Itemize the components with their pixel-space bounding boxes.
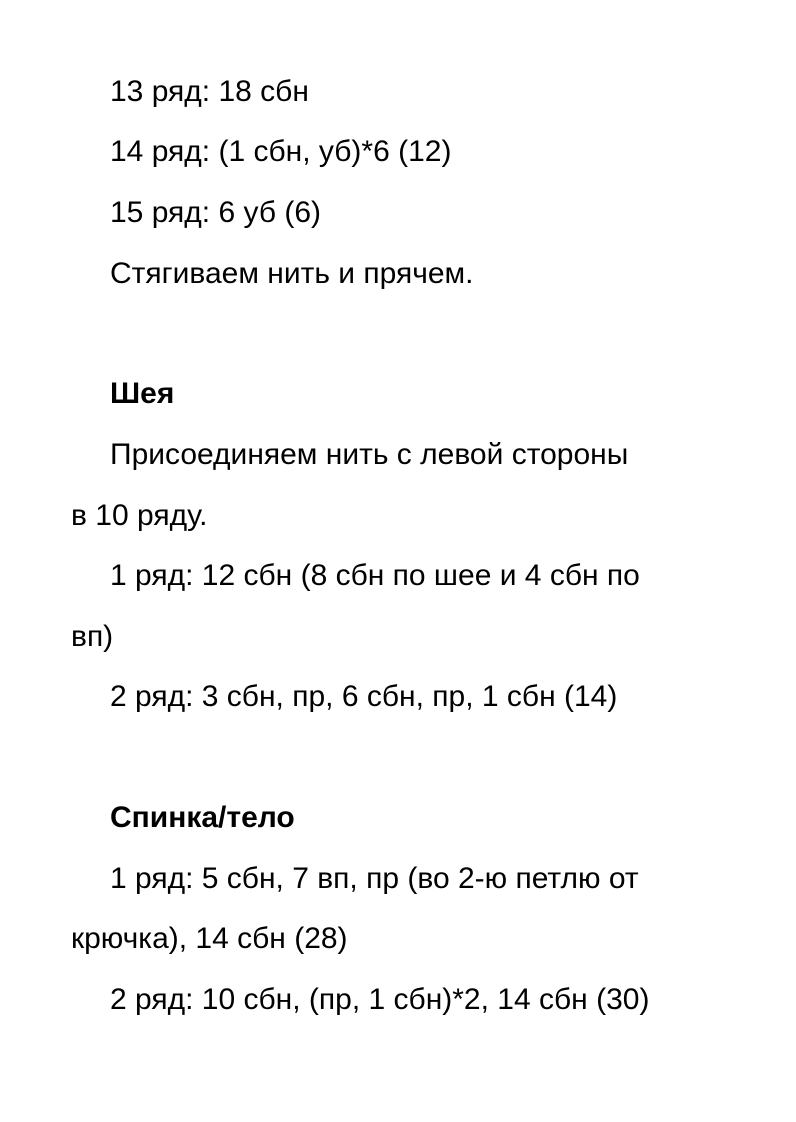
neck-row-1-text-line2: вп) [71, 620, 114, 653]
row-14-text: 14 ряд: (1 сбн, уб)*6 (12) [110, 135, 452, 168]
row-13-text: 13 ряд: 18 сбн [110, 75, 309, 108]
neck-row-2-text: 2 ряд: 3 сбн, пр, 6 сбн, пр, 1 сбн (14) [110, 680, 618, 713]
finish-instruction-text: Стягиваем нить и прячем. [110, 257, 474, 290]
body-row-1-text-line2: крючка), 14 сбн (28) [71, 922, 348, 955]
body-row-2-text: 2 ряд: 10 сбн, (пр, 1 сбн)*2, 14 сбн (30) [110, 983, 650, 1016]
body-heading: Спинка/тело [110, 801, 295, 834]
neck-attach-text-line2: в 10 ряду. [71, 499, 208, 532]
neck-heading: Шея [110, 377, 175, 410]
body-row-1-text-line1: 1 ряд: 5 сбн, 7 вп, пр (во 2-ю петлю от [110, 862, 639, 895]
neck-row-1-text-line1: 1 ряд: 12 сбн (8 сбн по шее и 4 сбн по [110, 559, 640, 592]
row-15-text: 15 ряд: 6 уб (6) [110, 196, 322, 229]
neck-attach-text-line1: Присоединяем нить с левой стороны [110, 438, 629, 471]
